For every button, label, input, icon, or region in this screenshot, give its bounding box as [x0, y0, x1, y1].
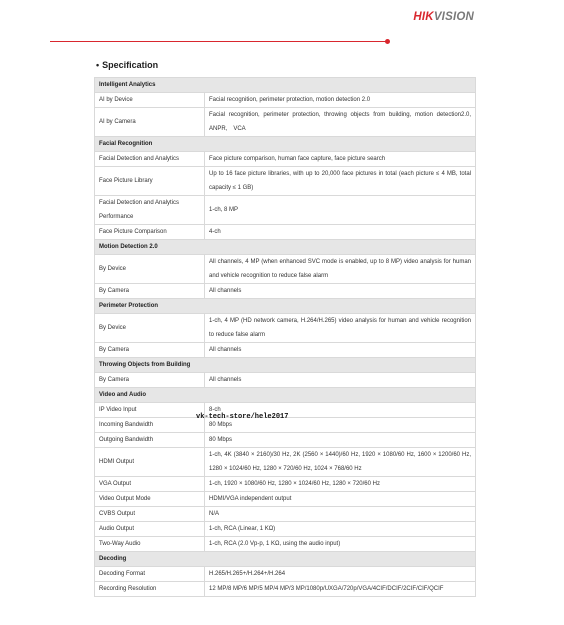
spec-key: Facial Detection and Analytics Performance [95, 196, 205, 225]
spec-row [95, 255, 476, 284]
spec-key: By Device [95, 314, 205, 343]
spec-row [95, 567, 476, 582]
section-header-row [95, 358, 476, 373]
spec-row [95, 507, 476, 522]
spec-key: Decoding Format [95, 567, 205, 582]
bullet-icon: • [96, 60, 100, 70]
spec-value: 1-ch, 4 MP (HD network camera, H.264/H.265) video analysis for human and vehicle recognition to reduce false alarm [205, 314, 476, 343]
spec-key: IP Video Input [95, 403, 205, 418]
section-header-row [95, 299, 476, 314]
spec-key: Facial Detection and Analytics [95, 152, 205, 167]
spec-key: Face Picture Library [95, 167, 205, 196]
spec-value: 12 MP/8 MP/6 MP/5 MP/4 MP/3 MP/1080p/UXGA/720p/VGA/4CIF/DCIF/2CIF/CIF/QCIF [205, 582, 476, 597]
section-header: Decoding [95, 552, 476, 567]
spec-row [95, 492, 476, 507]
spec-row [95, 108, 476, 137]
spec-key: Face Picture Comparison [95, 225, 205, 240]
section-header-row [95, 240, 476, 255]
spec-row [95, 225, 476, 240]
spec-key: Outgoing Bandwidth [95, 433, 205, 448]
spec-key: By Camera [95, 343, 205, 358]
section-header: Throwing Objects from Building [95, 358, 476, 373]
spec-row [95, 448, 476, 477]
watermark-text: vk-tech-store/hele2017 [196, 413, 289, 421]
spec-value: 4-ch [205, 225, 476, 240]
spec-value: Face picture comparison, human face capture, face picture search [205, 152, 476, 167]
header-divider [50, 41, 386, 42]
section-header-row [95, 388, 476, 403]
spec-row [95, 522, 476, 537]
spec-row [95, 152, 476, 167]
spec-key: By Camera [95, 373, 205, 388]
spec-value: All channels, 4 MP (when enhanced SVC mode is enabled, up to 8 MP) video analysis for human and vehicle recognition to reduce false alarm [205, 255, 476, 284]
spec-row [95, 196, 476, 225]
section-header-row [95, 78, 476, 93]
spec-value: Facial recognition, perimeter protection, throwing objects from building, motion detection2.0, ANPR, VCA [205, 108, 476, 137]
spec-value: N/A [205, 507, 476, 522]
spec-key: VGA Output [95, 477, 205, 492]
spec-key: Video Output Mode [95, 492, 205, 507]
spec-row [95, 537, 476, 552]
spec-row [95, 284, 476, 299]
spec-key: AI by Device [95, 93, 205, 108]
spec-row [95, 343, 476, 358]
spec-value: H.265/H.265+/H.264+/H.264 [205, 567, 476, 582]
section-header: Perimeter Protection [95, 299, 476, 314]
spec-value: All channels [205, 284, 476, 299]
spec-row [95, 167, 476, 196]
spec-row [95, 582, 476, 597]
spec-row [95, 433, 476, 448]
spec-key: HDMI Output [95, 448, 205, 477]
spec-value: Facial recognition, perimeter protection, motion detection 2.0 [205, 93, 476, 108]
spec-value: HDMI/VGA independent output [205, 492, 476, 507]
spec-value: All channels [205, 373, 476, 388]
spec-row [95, 477, 476, 492]
spec-key: By Device [95, 255, 205, 284]
header-divider-dot [385, 39, 390, 44]
spec-table [94, 77, 476, 597]
spec-value: 8-ch [205, 403, 476, 418]
spec-key: AI by Camera [95, 108, 205, 137]
spec-key: Recording Resolution [95, 582, 205, 597]
spec-key: By Camera [95, 284, 205, 299]
hikvision-logo: HIKVISION [413, 11, 474, 23]
section-header: Video and Audio [95, 388, 476, 403]
spec-row [95, 93, 476, 108]
section-header: Motion Detection 2.0 [95, 240, 476, 255]
section-header-row [95, 552, 476, 567]
section-header-row [95, 137, 476, 152]
spec-value: 80 Mbps [205, 433, 476, 448]
section-title: • Specification [96, 60, 159, 70]
spec-key: CVBS Output [95, 507, 205, 522]
spec-value: Up to 16 face picture libraries, with up to 20,000 face pictures in total (each picture ≤ 4 MB, total capacity ≤ 1 GB) [205, 167, 476, 196]
spec-value: All channels [205, 343, 476, 358]
spec-value: 80 Mbps [205, 418, 476, 433]
spec-value: 1-ch, 8 MP [205, 196, 476, 225]
spec-key: Audio Output [95, 522, 205, 537]
spec-key: Incoming Bandwidth [95, 418, 205, 433]
spec-row [95, 373, 476, 388]
spec-value: 1-ch, 1920 × 1080/60 Hz, 1280 × 1024/60 Hz, 1280 × 720/60 Hz [205, 477, 476, 492]
spec-row [95, 314, 476, 343]
spec-value: 1-ch, RCA (2.0 Vp-p, 1 KΩ, using the audio input) [205, 537, 476, 552]
spec-key: Two-Way Audio [95, 537, 205, 552]
section-header: Intelligent Analytics [95, 78, 476, 93]
section-header: Facial Recognition [95, 137, 476, 152]
spec-value: 1-ch, RCA (Linear, 1 KΩ) [205, 522, 476, 537]
spec-value: 1-ch, 4K (3840 × 2160)/30 Hz, 2K (2560 × 1440)/60 Hz, 1920 × 1080/60 Hz, 1600 × 1200/60 Hz, 1280 × 1024/60 Hz, 1280 × 720/60 Hz, 1024 × 768/60 Hz [205, 448, 476, 477]
